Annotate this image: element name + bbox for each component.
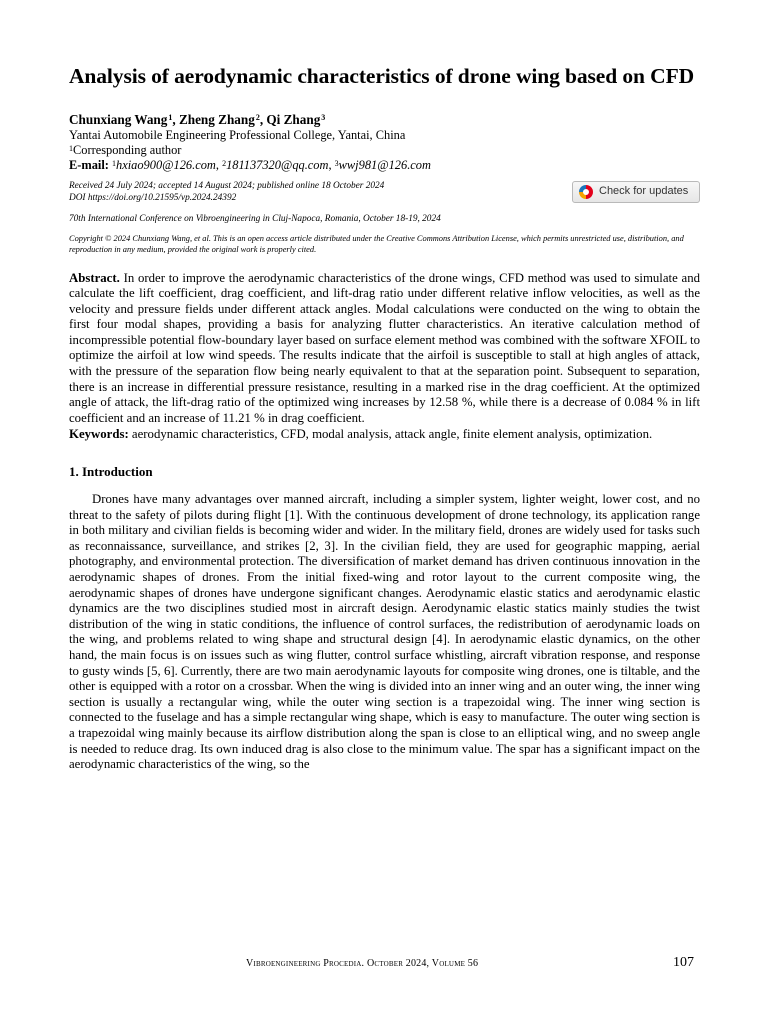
abstract-label: Abstract. <box>69 270 120 285</box>
article-meta <box>69 181 700 204</box>
page-footer <box>0 955 768 974</box>
paper-title: Analysis of aerodynamic characteristics of drone wing based on CFD <box>69 64 695 88</box>
check-for-updates-label: Check for updates <box>599 185 689 198</box>
author-sup: 3 <box>321 113 326 122</box>
conference-line: 70th International Conference on Vibroengineering in Cluj-Napoca, Romania, October 18-19, 2024 <box>69 214 441 224</box>
crossmark-icon <box>579 185 593 199</box>
keywords <box>69 427 700 443</box>
footer-journal: Vibroengineering Procedia. October 2024, Volume 56 <box>246 958 479 969</box>
page-number: 107 <box>673 955 694 970</box>
email-sup: 3 <box>334 159 339 168</box>
email-address[interactable]: wwj981@126.com <box>338 158 431 172</box>
author-sup: 1 <box>168 113 173 122</box>
corresponding-note <box>69 143 700 158</box>
corresponding-text: Corresponding author <box>73 143 182 157</box>
abstract <box>69 271 700 427</box>
email-sup: 2 <box>222 159 227 168</box>
keywords-text: aerodynamic characteristics, CFD, modal analysis, attack angle, finite element analysis, optimization. <box>131 427 653 442</box>
author-name: Chunxiang Wang <box>69 112 168 127</box>
check-for-updates-button[interactable] <box>572 181 700 203</box>
keywords-label: Keywords: <box>69 427 129 442</box>
introduction-paragraph: Drones have many advantages over manned aircraft, including a simpler system, lighter weight, lower cost, and no threat to the safety of pilots during flight [1]. With the continuous development of drone technology, its application range in both military and civilian fields is becoming wider and wider. In the military field, drones are widely used for tasks such as reconnaissance, surveillance, and strikes [2, 3]. In the civilian field, they are used for geographic mapping, aerial photography, and environmental protection. The diversification of market demand has driven continuous innovation in the aerodynamic shapes of drones. From the initial fixed-wing and rotor layout to the current composite wing, the aerodynamic shapes of drones have undergone significant changes. Aerodynamic elastic statics and aerodynamic elastic dynamics are the two disciplines studied most in aircraft design. Aerodynamic elastic statics mainly studies the twist distribution of the wing in static conditions, the influence of control surfaces, the redistribution of aerodynamic loads on the wing, and problems related to wing shape and structural design [4]. In aerodynamic elastic dynamics, on the other hand, the main focus is on issues such as wing flutter, control surface whistling, aircraft vibration response, and response to gusty winds [5, 6]. Currently, there are two main aerodynamic layouts for composite wing drones, one is tiltable, and the other is equipped with a rotor on a crossbar. When the wing is divided into an inner wing and an outer wing, the inner wing section is usually a rectangular wing, while the outer wing section is a trapezoidal wing. The inner wing section is connected to the fuselage and has a simple rectangular wing shape, which is easy to manufacture. The outer wing section is a trapezoidal wing mainly because its airflow distribution along the span is close to an elliptical wing, and no sweep angle is needed to reduce drag. Its own induced drag is also close to the minimum value. The spar has a significant impact on the aerodynamic characteristics of the wing, so the <box>69 492 700 772</box>
affiliation: Yantai Automobile Engineering Professional College, Yantai, China <box>69 128 406 142</box>
email-sup: 1 <box>112 159 117 168</box>
received-dates: Received 24 July 2024; accepted 14 August 2024; published online 18 October 2024 <box>69 181 385 191</box>
author-sup: 2 <box>255 113 260 122</box>
email-address[interactable]: 181137320@qq.com <box>226 158 329 172</box>
doi-link[interactable]: DOI https://doi.org/10.21595/vp.2024.24392 <box>69 192 237 203</box>
email-line: E-mail: $^1$hxiao900@126.com, $^2$181137320@qq.com, $^3$wwj981@126.com <box>69 158 431 172</box>
author-list: Chunxiang Wang$^1$, Zheng Zhang$^2$, Qi Zhang$^3$ <box>69 112 326 127</box>
abstract-text: In order to improve the aerodynamic characteristics of the drone wings, CFD method was used to simulate and calculate the lift coefficient, drag coefficient, and lift-drag ratio under different relative inflow velocities, as well as the velocity and pressure fields under different attack angles. Modal calculations were conducted on the wing to obtain the first four modal shapes, providing a basis for analyzing flutter characteristics. An iterative calculation method of incompressible potential flow-boundary layer based on surface element method was combined with the software XFOIL to optimize the airfoil at low wind speeds. The results indicate that the airfoil is susceptible to stall at high angles of attack, with the pressure of the separation flow being nearly equivalent to that at the separation point. Subsequent to separation, there is an increase in differential pressure resistance, resulting in a marked rise in the drag coefficient. At the optimized angle of attack, the lift-drag ratio of the optimized wing increases by 12.58 %, while there is a decrease of 0.084 % in lift coefficient and an increase of 11.21 % in drag coefficient. <box>69 270 700 425</box>
section-heading: 1. Introduction <box>69 464 153 480</box>
email-address[interactable]: hxiao900@126.com <box>116 158 216 172</box>
paper-page <box>69 64 700 773</box>
author-name: Qi Zhang <box>266 112 321 127</box>
author-name: Zheng Zhang <box>178 112 255 127</box>
email-label: E-mail: <box>69 158 109 172</box>
copyright-notice: Copyright © 2024 Chunxiang Wang, et al. This is an open access article distributed under the Creative Commons Attribution License, which permits unrestricted use, distribution, and reproduction in any medium, provided the original work is properly cited. <box>69 233 684 254</box>
corresponding-sup: 1 <box>69 144 73 153</box>
